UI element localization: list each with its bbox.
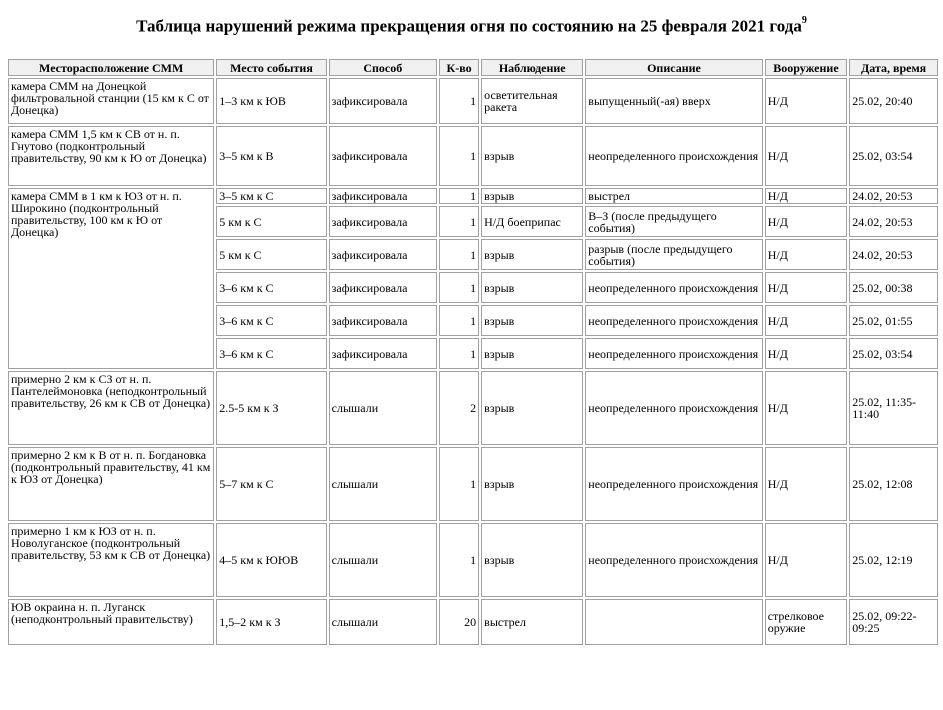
cell-method: зафиксировала xyxy=(329,206,437,237)
cell-location: ЮВ окраина н. п. Луганск (неподконтрольный правительству) xyxy=(8,599,214,645)
cell-method: слышали xyxy=(329,523,437,597)
cell-description: неопределенного происхождения xyxy=(585,371,762,445)
cell-quantity: 1 xyxy=(439,188,479,204)
cell-datetime: 24.02, 20:53 xyxy=(849,188,938,204)
cell-location: камера СММ 1,5 км к СВ от н. п. Гнутово (подконтрольный правительству, 90 км к Ю от Донецка) xyxy=(8,126,214,186)
cell-observation: взрыв xyxy=(481,188,583,204)
cell-quantity: 1 xyxy=(439,447,479,521)
cell-location: примерно 2 км к В от н. п. Богдановка (подконтрольный правительству, 41 км к ЮЗ от Донецка) xyxy=(8,447,214,521)
cell-datetime: 25.02, 20:40 xyxy=(849,78,938,124)
cell-quantity: 20 xyxy=(439,599,479,645)
cell-datetime: 24.02, 20:53 xyxy=(849,239,938,270)
table-row xyxy=(8,126,938,186)
cell-method: зафиксировала xyxy=(329,239,437,270)
cell-description: неопределенного происхождения xyxy=(585,338,762,369)
cell-location: примерно 2 км к СЗ от н. п. Пантелеймоновка (неподконтрольный правительству, 26 км к СВ от Донецка) xyxy=(8,371,214,445)
cell-description: неопределенного происхождения xyxy=(585,126,762,186)
ceasefire-violations-table xyxy=(6,57,940,647)
cell-location: примерно 1 км к ЮЗ от н. п. Новолуганское (подконтрольный правительству, 53 км к СВ от Донецка) xyxy=(8,523,214,597)
cell-weapon: Н/Д xyxy=(765,338,848,369)
cell-quantity: 1 xyxy=(439,78,479,124)
cell-quantity: 1 xyxy=(439,523,479,597)
cell-weapon: Н/Д xyxy=(765,523,848,597)
cell-observation: взрыв xyxy=(481,371,583,445)
cell-location: камера СММ на Донецкой фильтровальной станции (15 км к С от Донецка) xyxy=(8,78,214,124)
cell-place: 5 км к С xyxy=(216,239,326,270)
cell-weapon: Н/Д xyxy=(765,126,848,186)
cell-place: 3–6 км к С xyxy=(216,338,326,369)
cell-place: 3–5 км к С xyxy=(216,188,326,204)
table-row xyxy=(8,523,938,597)
cell-weapon: Н/Д xyxy=(765,447,848,521)
cell-observation: осветительная ракета xyxy=(481,78,583,124)
cell-place: 5 км к С xyxy=(216,206,326,237)
cell-observation: взрыв xyxy=(481,126,583,186)
cell-method: зафиксировала xyxy=(329,272,437,303)
cell-place: 1–3 км к ЮВ xyxy=(216,78,326,124)
cell-datetime: 25.02, 03:54 xyxy=(849,126,938,186)
cell-description: неопределенного происхождения xyxy=(585,305,762,336)
cell-datetime: 25.02, 12:08 xyxy=(849,447,938,521)
cell-place: 1,5–2 км к З xyxy=(216,599,326,645)
cell-observation: Н/Д боеприпас xyxy=(481,206,583,237)
cell-method: слышали xyxy=(329,447,437,521)
table-row xyxy=(8,78,938,124)
table-row xyxy=(8,371,938,445)
cell-description: выстрел xyxy=(585,188,762,204)
column-header: Месторасположение СММ xyxy=(8,59,214,76)
column-header: Дата, время xyxy=(849,59,938,76)
cell-description: разрыв (после предыдущего события) xyxy=(585,239,762,270)
cell-quantity: 1 xyxy=(439,305,479,336)
cell-description: неопределенного происхождения xyxy=(585,272,762,303)
cell-place: 3–6 км к С xyxy=(216,272,326,303)
cell-method: слышали xyxy=(329,371,437,445)
cell-place: 4–5 км к ЮЮВ xyxy=(216,523,326,597)
cell-place: 3–6 км к С xyxy=(216,305,326,336)
cell-method: зафиксировала xyxy=(329,338,437,369)
cell-weapon: Н/Д xyxy=(765,188,848,204)
cell-observation: взрыв xyxy=(481,272,583,303)
column-header: Вооружение xyxy=(765,59,848,76)
cell-datetime: 24.02, 20:53 xyxy=(849,206,938,237)
cell-weapon: Н/Д xyxy=(765,272,848,303)
cell-observation: взрыв xyxy=(481,523,583,597)
cell-datetime: 25.02, 00:38 xyxy=(849,272,938,303)
table-row xyxy=(8,188,938,204)
cell-place: 3–5 км к В xyxy=(216,126,326,186)
cell-description xyxy=(585,599,762,645)
cell-location: камера СММ в 1 км к ЮЗ от н. п. Широкино (подконтрольный правительству, 100 км к Ю от Донецка) xyxy=(8,188,214,369)
cell-method: слышали xyxy=(329,599,437,645)
column-header: Способ xyxy=(329,59,437,76)
cell-observation: взрыв xyxy=(481,239,583,270)
cell-description: выпущенный(-ая) вверх xyxy=(585,78,762,124)
table-header-row xyxy=(8,59,938,76)
cell-datetime: 25.02, 09:22-09:25 xyxy=(849,599,938,645)
cell-weapon: Н/Д xyxy=(765,239,848,270)
column-header: Описание xyxy=(585,59,762,76)
cell-place: 5–7 км к С xyxy=(216,447,326,521)
cell-datetime: 25.02, 12:19 xyxy=(849,523,938,597)
column-header: Наблюдение xyxy=(481,59,583,76)
cell-observation: взрыв xyxy=(481,305,583,336)
cell-method: зафиксировала xyxy=(329,188,437,204)
title-text: Таблица нарушений режима прекращения огня по состоянию на 25 февраля 2021 года xyxy=(136,16,802,36)
cell-method: зафиксировала xyxy=(329,126,437,186)
cell-quantity: 1 xyxy=(439,338,479,369)
cell-observation: выстрел xyxy=(481,599,583,645)
cell-weapon: Н/Д xyxy=(765,78,848,124)
cell-quantity: 2 xyxy=(439,371,479,445)
cell-datetime: 25.02, 03:54 xyxy=(849,338,938,369)
cell-datetime: 25.02, 01:55 xyxy=(849,305,938,336)
cell-weapon: Н/Д xyxy=(765,371,848,445)
table-row xyxy=(8,599,938,645)
cell-quantity: 1 xyxy=(439,206,479,237)
cell-place: 2.5-5 км к З xyxy=(216,371,326,445)
cell-quantity: 1 xyxy=(439,239,479,270)
cell-description: В–З (после предыдущего события) xyxy=(585,206,762,237)
cell-method: зафиксировала xyxy=(329,78,437,124)
column-header: К-во xyxy=(439,59,479,76)
column-header: Место события xyxy=(216,59,326,76)
cell-quantity: 1 xyxy=(439,272,479,303)
cell-weapon: Н/Д xyxy=(765,206,848,237)
document-title xyxy=(0,12,943,38)
cell-observation: взрыв xyxy=(481,447,583,521)
cell-datetime: 25.02, 11:35-11:40 xyxy=(849,371,938,445)
cell-description: неопределенного происхождения xyxy=(585,523,762,597)
cell-description: неопределенного происхождения xyxy=(585,447,762,521)
title-footnote: 9 xyxy=(801,15,807,26)
cell-method: зафиксировала xyxy=(329,305,437,336)
cell-weapon: стрелковое оружие xyxy=(765,599,848,645)
cell-observation: взрыв xyxy=(481,338,583,369)
cell-weapon: Н/Д xyxy=(765,305,848,336)
table-row xyxy=(8,447,938,521)
cell-quantity: 1 xyxy=(439,126,479,186)
